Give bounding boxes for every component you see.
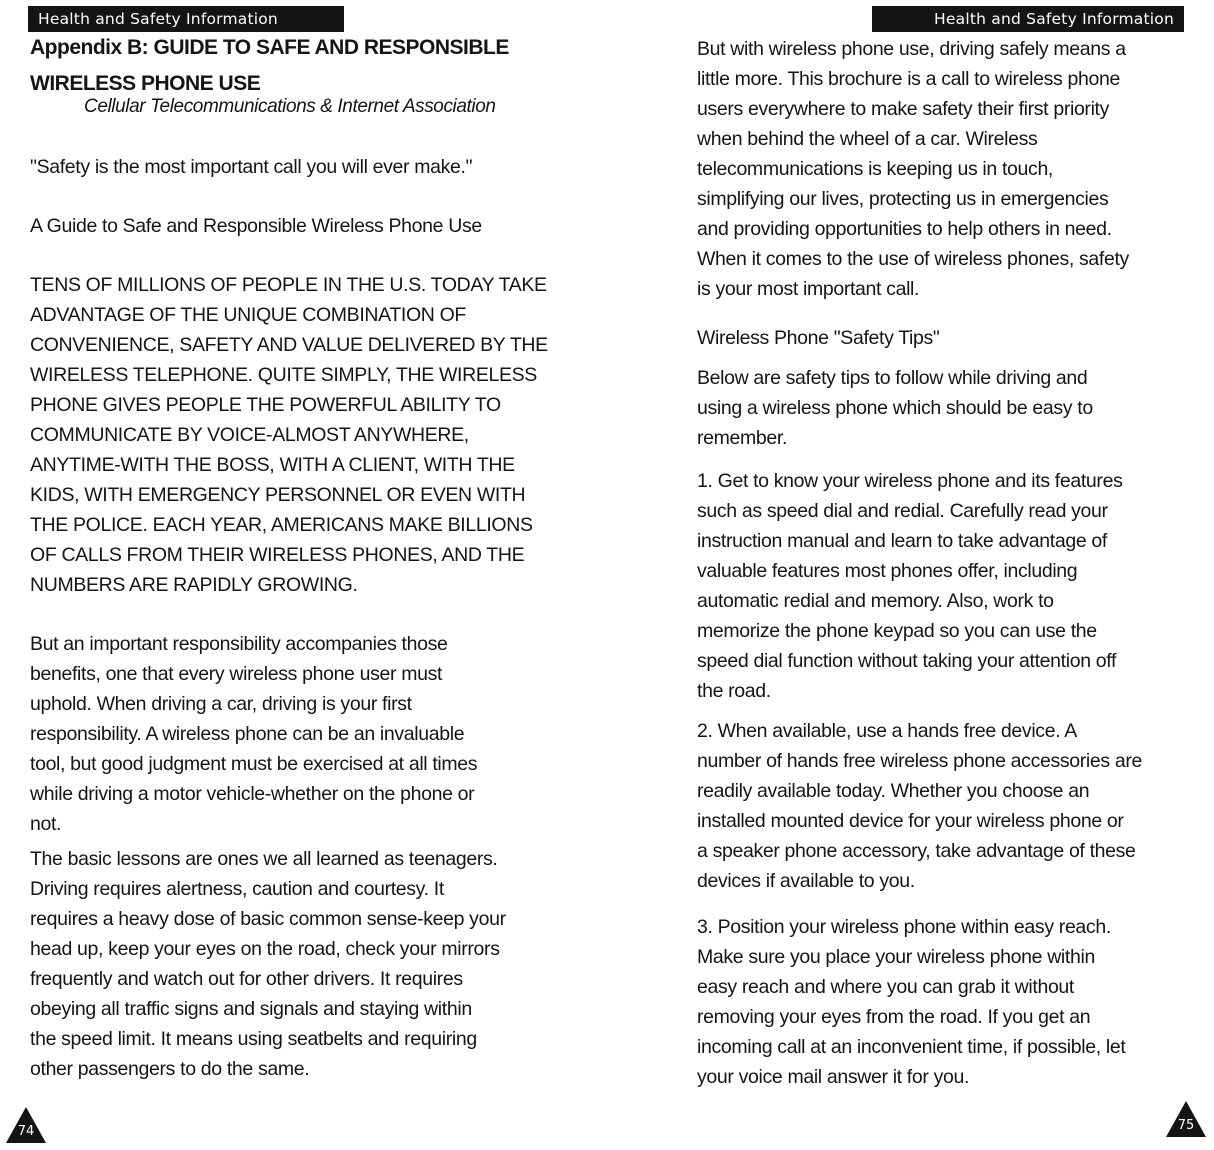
text-line: other passengers to do the same. [30,1058,310,1080]
text-line: instruction manual and learn to take advantage of [697,530,1107,552]
text-line: responsibility. A wireless phone can be an invaluable [30,723,465,745]
responsibility-paragraph [30,629,590,839]
text-line: head up, keep your eyes on the road, check your mirrors [30,938,500,960]
text-line: benefits, one that every wireless phone user must [30,663,443,685]
text-line: while driving a motor vehicle-whether on the phone or [30,783,475,805]
text-line: valuable features most phones offer, including [697,560,1078,582]
text-line: users everywhere to make safety their first priority [697,98,1110,120]
text-line: your voice mail answer it for you. [697,1066,970,1088]
text-line: 2. When available, use a hands free device. A [697,720,1077,742]
tips-heading: Wireless Phone "Safety Tips" [697,327,940,349]
text-line: and providing opportunities to help others in need. [697,218,1112,240]
title-line: Appendix B: GUIDE TO SAFE AND RESPONSIBLE [30,36,509,59]
text-line: ANYTIME-WITH THE BOSS, WITH A CLIENT, WITH THE [30,454,515,476]
text-line: when behind the wheel of a car. Wireless [697,128,1038,150]
text-line: PHONE GIVES PEOPLE THE POWERFUL ABILITY TO [30,394,501,416]
page-number-marker [1165,1100,1207,1138]
text-line: WIRELESS TELEPHONE. QUITE SIMPLY, THE WIRELESS [30,364,537,386]
text-line: CONVENIENCE, SAFETY AND VALUE DELIVERED BY THE [30,334,548,356]
text-line: But with wireless phone use, driving safely means a [697,38,1126,60]
tip-1 [697,466,1207,706]
text-line: number of hands free wireless phone accessories are [697,750,1142,772]
text-line: THE POLICE. EACH YEAR, AMERICANS MAKE BILLIONS [30,514,533,536]
text-line: Driving requires alertness, caution and courtesy. It [30,878,444,900]
text-line: simplifying our lives, protecting us in emergencies [697,188,1109,210]
text-line: NUMBERS ARE RAPIDLY GROWING. [30,574,358,596]
text-line: telecommunications is keeping us in touch, [697,158,1054,180]
text-line: installed mounted device for your wireless phone or [697,810,1124,832]
text-line: a speaker phone accessory, take advantage of these [697,840,1136,862]
text-line: is your most important call. [697,278,920,300]
text-line: little more. This brochure is a call to wireless phone [697,68,1120,90]
section-header: Health and Safety Information [872,6,1184,32]
caps-paragraph [30,270,590,600]
text-line: easy reach and where you can grab it without [697,976,1074,998]
text-line: But an important responsibility accompanies those [30,633,448,655]
text-line: readily available today. Whether you choose an [697,780,1090,802]
text-line: devices if available to you. [697,870,915,892]
text-line: the speed limit. It means using seatbelts and requiring [30,1028,477,1050]
text-line: remember. [697,427,788,449]
right-page [607,0,1214,1150]
text-line: the road. [697,680,771,702]
text-line: When it comes to the use of wireless phones, safety [697,248,1129,270]
text-line: using a wireless phone which should be easy to [697,397,1093,419]
text-line: frequently and watch out for other drivers. It requires [30,968,463,990]
text-line: automatic redial and memory. Also, work to [697,590,1054,612]
text-line: such as speed dial and redial. Carefully read your [697,500,1108,522]
page-number: 75 [1177,1118,1195,1133]
basic-lessons-paragraph [30,844,590,1084]
title-line: WIRELESS PHONE USE [30,72,261,95]
text-line: uphold. When driving a car, driving is your first [30,693,412,715]
text-line: speed dial function without taking your attention off [697,650,1117,672]
text-line: 3. Position your wireless phone within easy reach. [697,916,1111,938]
text-line: OF CALLS FROM THEIR WIRELESS PHONES, AND THE [30,544,525,566]
text-line: TENS OF MILLIONS OF PEOPLE IN THE U.S. TODAY TAKE [30,274,547,296]
page-number: 74 [17,1124,35,1139]
intro-paragraph [697,34,1207,304]
text-line: Below are safety tips to follow while driving and [697,367,1088,389]
tips-intro [697,363,1207,453]
text-line: tool, but good judgment must be exercised at all times [30,753,478,775]
text-line: requires a heavy dose of basic common sense-keep your [30,908,506,930]
text-line: not. [30,813,62,835]
tip-2 [697,716,1207,896]
tip-3 [697,912,1207,1092]
text-line: Make sure you place your wireless phone within [697,946,1095,968]
text-line: 1. Get to know your wireless phone and its features [697,470,1123,492]
text-line: The basic lessons are ones we all learned as teenagers. [30,848,498,870]
text-line: incoming call at an inconvenient time, if possible, let [697,1036,1126,1058]
text-line: KIDS, WITH EMERGENCY PERSONNEL OR EVEN WITH [30,484,526,506]
page-number-marker [5,1106,47,1144]
section-header: Health and Safety Information [28,6,344,32]
text-line: memorize the phone keypad so you can use the [697,620,1097,642]
text-line: ADVANTAGE OF THE UNIQUE COMBINATION OF [30,304,466,326]
quote: "Safety is the most important call you will ever make." [30,156,473,178]
text-line: removing your eyes from the road. If you get an [697,1006,1091,1028]
text-line: obeying all traffic signs and signals and staying within [30,998,472,1020]
guide-title: A Guide to Safe and Responsible Wireless Phone Use [30,215,482,237]
text-line: COMMUNICATE BY VOICE-ALMOST ANYWHERE, [30,424,469,446]
association-subtitle: Cellular Telecommunications & Internet Association [84,96,496,117]
